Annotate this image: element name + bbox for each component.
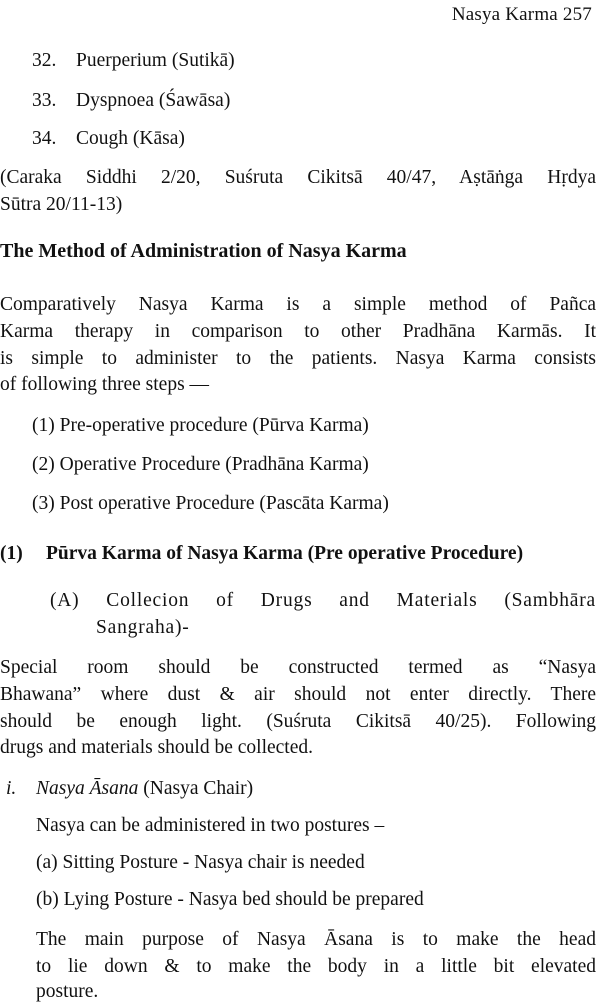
paragraph-line: Comparatively Nasya Karma is a simple method of Pañca [0, 294, 596, 315]
paragraph-line: Special room should be constructed termed as “Nasya [0, 657, 596, 678]
paragraph-line: is simple to administer to the patients. Nasya Karma consists [0, 348, 596, 369]
paragraph-line: to lie down & to make the body in a little bit elevated [36, 956, 596, 977]
list-number: 32. [32, 50, 57, 71]
list-number: 33. [32, 90, 57, 111]
item-subtitle: (Nasya Chair) [143, 778, 254, 799]
paragraph-line: of following three steps — [0, 374, 210, 395]
subsection-heading [0, 543, 523, 565]
posture-item: (b) Lying Posture - Nasya bed should be prepared [36, 889, 424, 910]
citation-line: (Caraka Siddhi 2/20, Suśruta Cikitsā 40/47, Aṣtāṅga Hṛdya [0, 167, 596, 188]
step-item: (2) Operative Procedure (Pradhāna Karma) [32, 454, 369, 475]
paragraph-line: The main purpose of Nasya Āsana is to make the head [36, 929, 596, 950]
sub-item-line: (A) Collecion of Drugs and Materials (Sambhāra [50, 590, 596, 611]
paragraph-line: Bhawana” where dust & air should not enter directly. There [0, 684, 596, 705]
subsection-number: (1) [0, 543, 23, 564]
posture-item: (a) Sitting Posture - Nasya chair is needed [36, 852, 365, 873]
section-heading: The Method of Administration of Nasya Karma [0, 240, 407, 262]
paragraph-line: should be enough light. (Suśruta Cikitsā 40/25). Following [0, 711, 596, 732]
citation-line: Sūtra 20/11-13) [0, 194, 123, 215]
paragraph-line: drugs and materials should be collected. [0, 737, 313, 758]
step-item: (3) Post operative Procedure (Pascāta Karma) [32, 493, 389, 514]
sub-item-line: Sangraha)- [96, 617, 190, 638]
paragraph-line: Karma therapy in comparison to other Pradhāna Karmās. It [0, 321, 596, 342]
list-number: 34. [32, 128, 57, 149]
posture-intro: Nasya can be administered in two postures – [36, 815, 385, 836]
item-heading [6, 776, 253, 802]
list-text: Dyspnoea (Śawāsa) [76, 90, 231, 111]
list-item [32, 126, 185, 152]
paragraph-line: posture. [36, 981, 99, 1002]
list-text: Puerperium (Sutikā) [76, 50, 235, 71]
running-head: Nasya Karma 257 [451, 4, 592, 25]
subsection-title: Pūrva Karma of Nasya Karma (Pre operative Procedure) [46, 543, 524, 564]
step-item: (1) Pre-operative procedure (Pūrva Karma) [32, 415, 369, 436]
list-text: Cough (Kāsa) [76, 128, 185, 149]
list-item [32, 48, 235, 74]
item-title: Nasya Āsana [36, 778, 139, 799]
list-item [32, 88, 230, 114]
item-number: i. [6, 778, 17, 799]
